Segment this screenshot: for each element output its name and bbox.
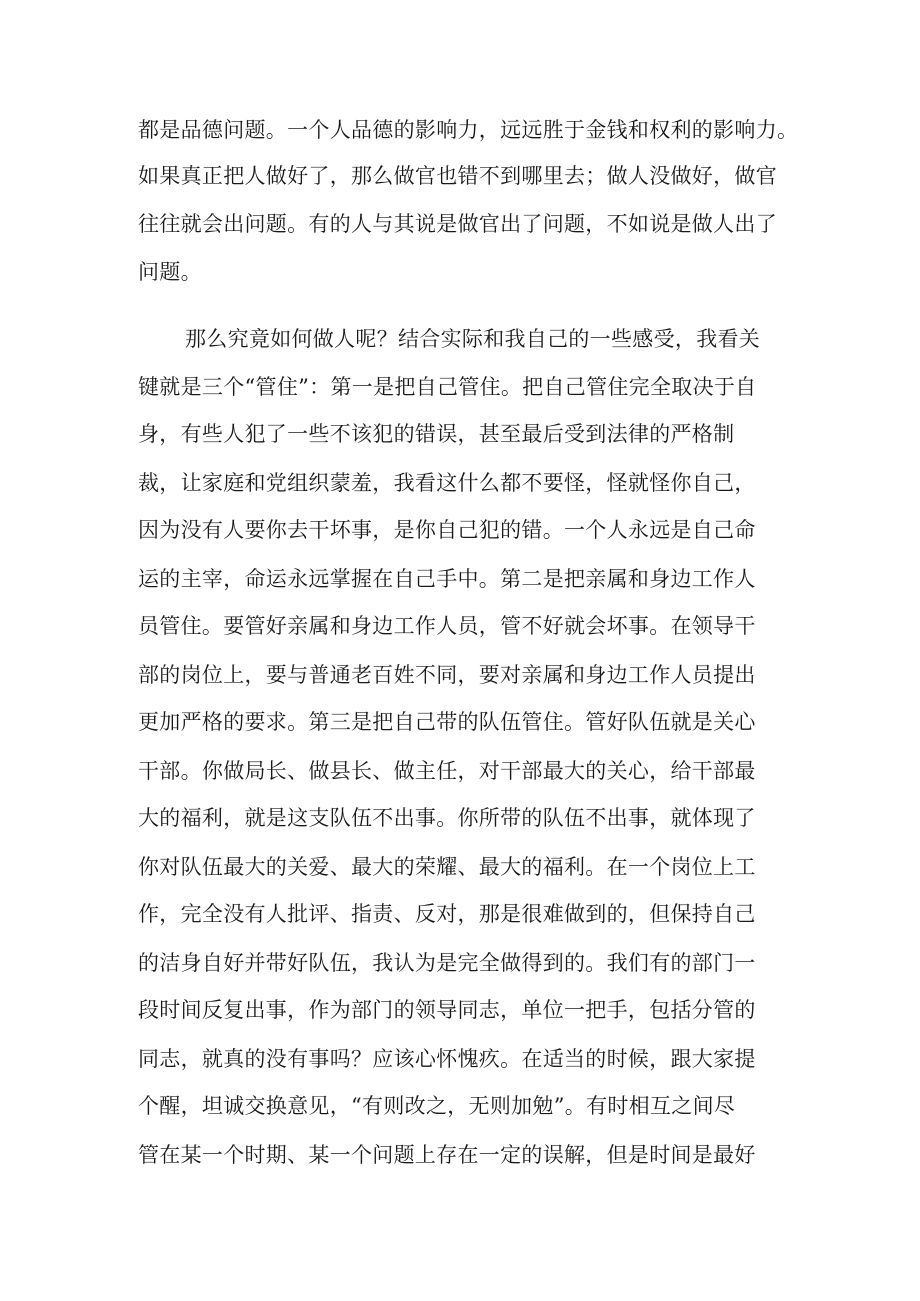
paragraph-2-line-17: 个醒，坦诚交换意见，“有则改之，无则加勉”。有时相互之间尽 — [138, 1094, 736, 1118]
paragraph-2-line-9: 更加严格的要求。第三是把自己带的队伍管住。管好队伍就是关心 — [138, 710, 756, 734]
paragraph-2-line-8: 部的岗位上，要与普通老百姓不同，要对亲属和身边工作人员提出 — [138, 663, 756, 687]
paragraph-2-line-3: 身，有些人犯了一些不该犯的错误，甚至最后受到法律的严格制 — [138, 422, 735, 446]
paragraph-1-line-2: 如果真正把人做好了，那么做官也错不到哪里去；做人没做好，做官 — [138, 164, 777, 188]
paragraph-2-line-11: 大的福利，就是这支队伍不出事。你所带的队伍不出事，就体现了 — [138, 806, 756, 830]
paragraph-2-line-4: 裁，让家庭和党组织蒙羞，我看这什么都不要怪，怪就怪你自己， — [138, 471, 756, 495]
paragraph-1-line-1: 都是品德问题。一个人品德的影响力，远远胜于金钱和权利的影响力。 — [138, 118, 798, 142]
paragraph-2-line-7: 员管住。要管好亲属和身边工作人员，管不好就会坏事。在领导干 — [138, 614, 756, 638]
paragraph-2-line-1: 那么究竟如何做人呢？结合实际和我自己的一些感受，我看关 — [185, 327, 761, 351]
paragraph-2-line-16: 同志，就真的没有事吗？应该心怀愧疚。在适当的时候，跟大家提 — [138, 1047, 756, 1071]
paragraph-1-line-3: 往往就会出问题。有的人与其说是做官出了问题，不如说是做人出了 — [138, 212, 777, 236]
paragraph-2-line-6: 运的主宰，命运永远掌握在自己手中。第二是把亲属和身边工作人 — [138, 567, 756, 591]
paragraph-1-line-4: 问题。 — [138, 260, 202, 284]
paragraph-2-line-13: 作，完全没有人批评、指责、反对，那是很难做到的，但保持自己 — [138, 902, 756, 926]
paragraph-2-line-15: 段时间反复出事，作为部门的领导同志，单位一把手，包括分管的 — [138, 998, 756, 1022]
paragraph-2-line-10: 干部。你做局长、做县长、做主任，对干部最大的关心，给干部最 — [138, 759, 756, 783]
paragraph-2-line-2: 键就是三个“管住”：第一是把自己管住。把自己管住完全取决于自 — [138, 375, 757, 399]
paragraph-2-line-5: 因为没有人要你去干坏事，是你自己犯的错。一个人永远是自己命 — [138, 518, 756, 542]
paragraph-2-line-14: 的洁身自好并带好队伍，我认为是完全做得到的。我们有的部门一 — [138, 951, 756, 975]
paragraph-2-line-18: 管在某一个时期、某一个问题上存在一定的误解，但是时间是最好 — [138, 1143, 756, 1167]
paragraph-2-line-12: 你对队伍最大的关爱、最大的荣耀、最大的福利。在一个岗位上工 — [138, 855, 756, 879]
